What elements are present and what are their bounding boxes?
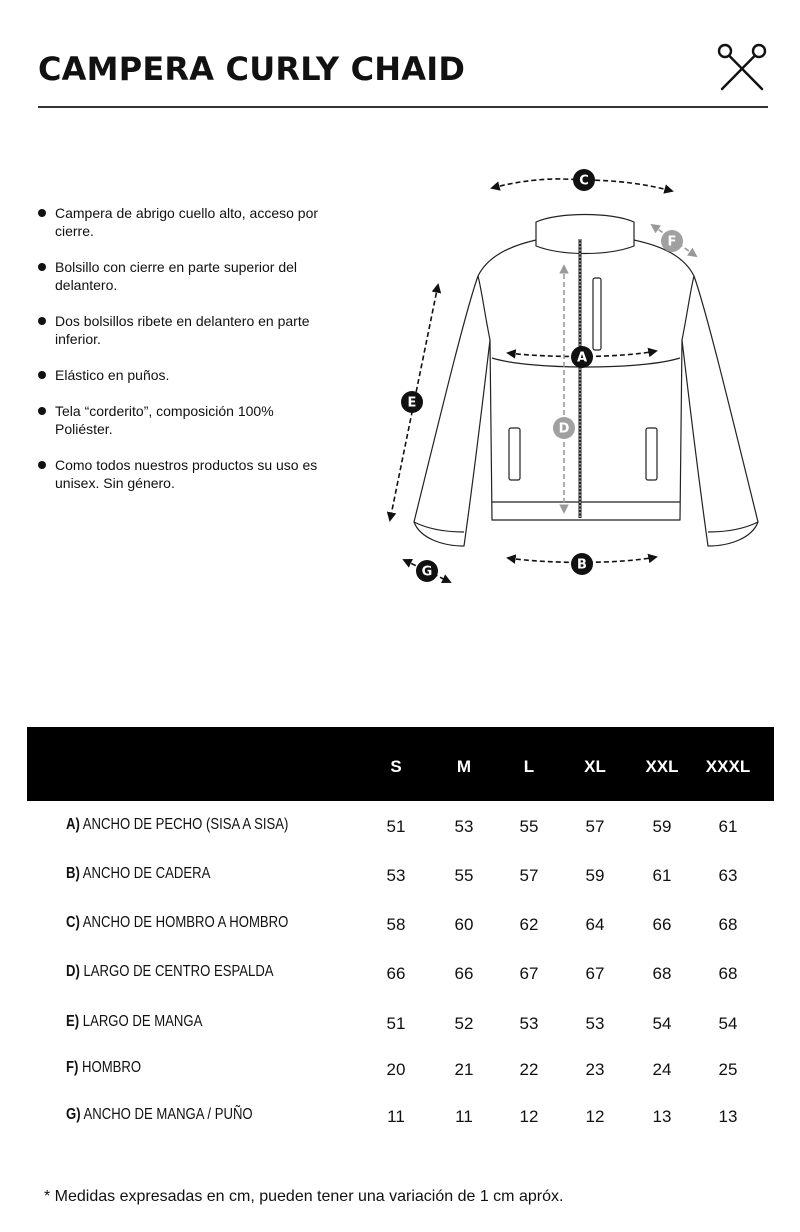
- marker-letter: D: [558, 421, 570, 437]
- table-cell: 68: [718, 915, 738, 934]
- table-cell: 59: [652, 817, 672, 836]
- feature-text: Dos bolsillos ribete en delantero en parte inferior.: [55, 313, 310, 347]
- row-code: G): [66, 1106, 81, 1123]
- marker-d: [553, 417, 575, 439]
- row-label: [66, 1058, 141, 1078]
- table-cell: 53: [454, 817, 474, 836]
- row-label: [66, 913, 288, 933]
- page-title: CAMPERA CURLY CHAID: [38, 50, 466, 88]
- row-code: A): [66, 816, 80, 833]
- jacket-diagram: [380, 160, 780, 590]
- size-header-xxxl: XXXL: [705, 757, 751, 776]
- feature-item: [38, 402, 328, 438]
- marker-g: [416, 560, 438, 582]
- table-row: [0, 864, 800, 894]
- feature-item: [38, 366, 328, 384]
- table-cell: 67: [585, 964, 605, 983]
- table-cell: 53: [585, 1014, 605, 1033]
- marker-letter: E: [407, 395, 417, 411]
- table-cell: 53: [386, 866, 406, 885]
- bullet-icon: [38, 317, 46, 325]
- table-row: [0, 1058, 800, 1088]
- bullet-icon: [38, 461, 46, 469]
- feature-item: [38, 204, 328, 240]
- table-row: [0, 1012, 800, 1042]
- row-code: B): [66, 865, 80, 882]
- table-cell: 66: [652, 915, 672, 934]
- row-measure-name: ANCHO DE PECHO (SISA A SISA): [82, 816, 289, 833]
- table-cell: 53: [519, 1014, 539, 1033]
- marker-c: [573, 169, 595, 191]
- marker-b: [571, 553, 593, 575]
- row-code: D): [66, 963, 80, 980]
- row-label: [66, 815, 288, 835]
- table-row: [0, 962, 800, 992]
- feature-text: Tela “corderito”, composición 100% Poliéster.: [55, 403, 274, 437]
- row-measure-name: LARGO DE MANGA: [82, 1013, 203, 1030]
- jacket-outline: [414, 215, 758, 547]
- marker-letter: B: [577, 557, 587, 573]
- table-cell: 62: [519, 915, 539, 934]
- table-row: [0, 913, 800, 943]
- table-cell: 11: [387, 1107, 405, 1126]
- marker-letter: A: [576, 350, 588, 366]
- row-label: [66, 864, 210, 884]
- table-cell: 11: [455, 1107, 473, 1126]
- table-cell: 13: [718, 1107, 738, 1126]
- bullet-icon: [38, 371, 46, 379]
- table-cell: 52: [454, 1014, 474, 1033]
- table-cell: 61: [652, 866, 672, 885]
- row-label: [66, 962, 274, 982]
- table-cell: 20: [386, 1060, 406, 1079]
- marker-a: [571, 346, 593, 368]
- footnote: * Medidas expresadas en cm, pueden tener una variación de 1 cm apróx.: [44, 1188, 564, 1205]
- bullet-icon: [38, 209, 46, 217]
- marker-letter: C: [579, 173, 589, 189]
- size-header-xxl: XXL: [645, 757, 679, 776]
- table-cell: 21: [454, 1060, 474, 1079]
- feature-text: Elástico en puños.: [55, 367, 170, 383]
- table-cell: 59: [585, 866, 605, 885]
- table-cell: 57: [585, 817, 605, 836]
- row-code: E): [66, 1013, 80, 1030]
- table-cell: 64: [585, 915, 605, 934]
- table-cell: 67: [519, 964, 539, 983]
- row-measure-name: ANCHO DE MANGA / PUÑO: [83, 1106, 253, 1123]
- feature-item: [38, 456, 328, 492]
- row-code: F): [66, 1059, 79, 1076]
- size-table-header: [27, 727, 774, 801]
- row-measure-name: ANCHO DE CADERA: [82, 865, 211, 882]
- bullet-icon: [38, 263, 46, 271]
- feature-text: Bolsillo con cierre en parte superior del delantero.: [55, 259, 298, 293]
- title-divider: [38, 106, 768, 108]
- feature-item: [38, 312, 328, 348]
- table-cell: 22: [519, 1060, 539, 1079]
- scissors-icon: [716, 40, 768, 92]
- bullet-icon: [38, 407, 46, 415]
- table-cell: 23: [585, 1060, 605, 1079]
- row-measure-name: HOMBRO: [82, 1059, 142, 1076]
- table-cell: 51: [386, 817, 406, 836]
- table-cell: 63: [718, 866, 738, 885]
- marker-letter: G: [421, 564, 433, 580]
- table-cell: 12: [585, 1107, 605, 1126]
- table-cell: 61: [718, 817, 738, 836]
- table-cell: 54: [718, 1014, 738, 1033]
- table-cell: 24: [652, 1060, 672, 1079]
- size-header-l: L: [523, 757, 535, 776]
- row-label: [66, 1012, 202, 1032]
- table-cell: 58: [386, 915, 406, 934]
- table-cell: 55: [519, 817, 539, 836]
- table-cell: 66: [454, 964, 474, 983]
- table-cell: 51: [386, 1014, 406, 1033]
- table-cell: 57: [519, 866, 539, 885]
- size-header-xl: XL: [584, 757, 606, 776]
- feature-item: [38, 258, 328, 294]
- table-cell: 68: [718, 964, 738, 983]
- table-row: [0, 1105, 800, 1135]
- table-cell: 12: [519, 1107, 539, 1126]
- size-header-s: S: [390, 757, 402, 776]
- table-cell: 60: [454, 915, 474, 934]
- row-measure-name: ANCHO DE HOMBRO A HOMBRO: [82, 914, 289, 931]
- table-cell: 25: [718, 1060, 738, 1079]
- feature-text: Campera de abrigo cuello alto, acceso por cierre.: [55, 205, 319, 239]
- size-header-m: M: [456, 757, 472, 776]
- row-measure-name: LARGO DE CENTRO ESPALDA: [83, 963, 274, 980]
- table-cell: 68: [652, 964, 672, 983]
- marker-f: [661, 230, 683, 252]
- table-cell: 54: [652, 1014, 672, 1033]
- feature-list: [38, 204, 328, 510]
- row-label: [66, 1105, 253, 1125]
- marker-letter: F: [667, 234, 677, 250]
- table-row: [0, 815, 800, 845]
- table-cell: 13: [652, 1107, 672, 1126]
- marker-e: [401, 391, 423, 413]
- table-cell: 66: [386, 964, 406, 983]
- table-cell: 55: [454, 866, 474, 885]
- feature-text: Como todos nuestros productos su uso es unisex. Sin género.: [55, 457, 318, 491]
- row-code: C): [66, 914, 80, 931]
